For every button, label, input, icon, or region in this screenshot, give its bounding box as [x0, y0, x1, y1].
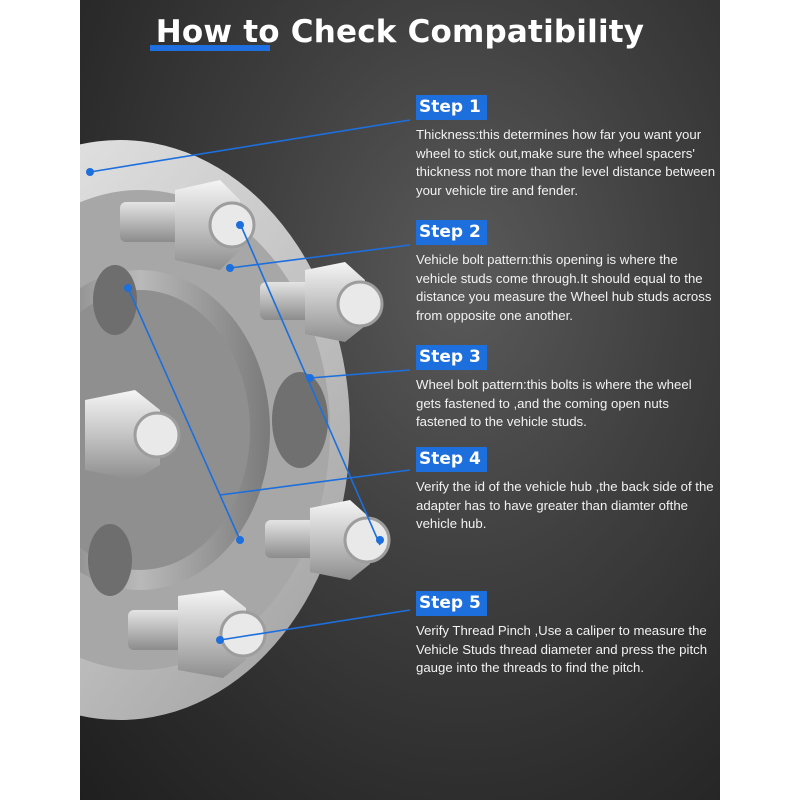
page-title — [156, 14, 644, 50]
step-2 — [416, 220, 716, 325]
step-3-text: Wheel bolt pattern:this bolts is where the wheel gets fastened to ,and the coming open nuts fastened to the vehicle studs. — [416, 377, 692, 430]
title-container — [0, 14, 800, 50]
step-3 — [416, 345, 716, 432]
step-2-text: Vehicle bolt pattern:this opening is where the vehicle studs come through.It should equal to the distance you measure the Wheel hub studs across from opposite one another. — [416, 252, 712, 323]
step-5-badge: Step 5 — [416, 591, 487, 616]
step-5 — [416, 591, 716, 678]
step-4-badge: Step 4 — [416, 447, 487, 472]
bolt-hole — [272, 372, 328, 468]
step-4-text: Verify the id of the vehicle hub ,the back side of the adapter has to have greater than diamter ofthe vehicle hub. — [416, 479, 714, 532]
title-text: How to Check Compatibility — [155, 14, 645, 50]
step-5-text: Verify Thread Pinch ,Use a caliper to measure the Vehicle Studs thread diameter and press the pitch gauge into the threads to find the pitch. — [416, 623, 708, 676]
bolt-hole — [88, 524, 132, 596]
step-1-badge: Step 1 — [416, 95, 487, 120]
step-1 — [416, 95, 716, 200]
step-3-badge: Step 3 — [416, 345, 487, 370]
bolt-hole — [93, 265, 137, 335]
step-2-badge: Step 2 — [416, 220, 487, 245]
step-4 — [416, 447, 716, 534]
step-1-text: Thickness:this determines how far you want your wheel to stick out,make sure the wheel spacers' thickness not more than the level distance between your vehicle tire and fender. — [416, 127, 716, 198]
